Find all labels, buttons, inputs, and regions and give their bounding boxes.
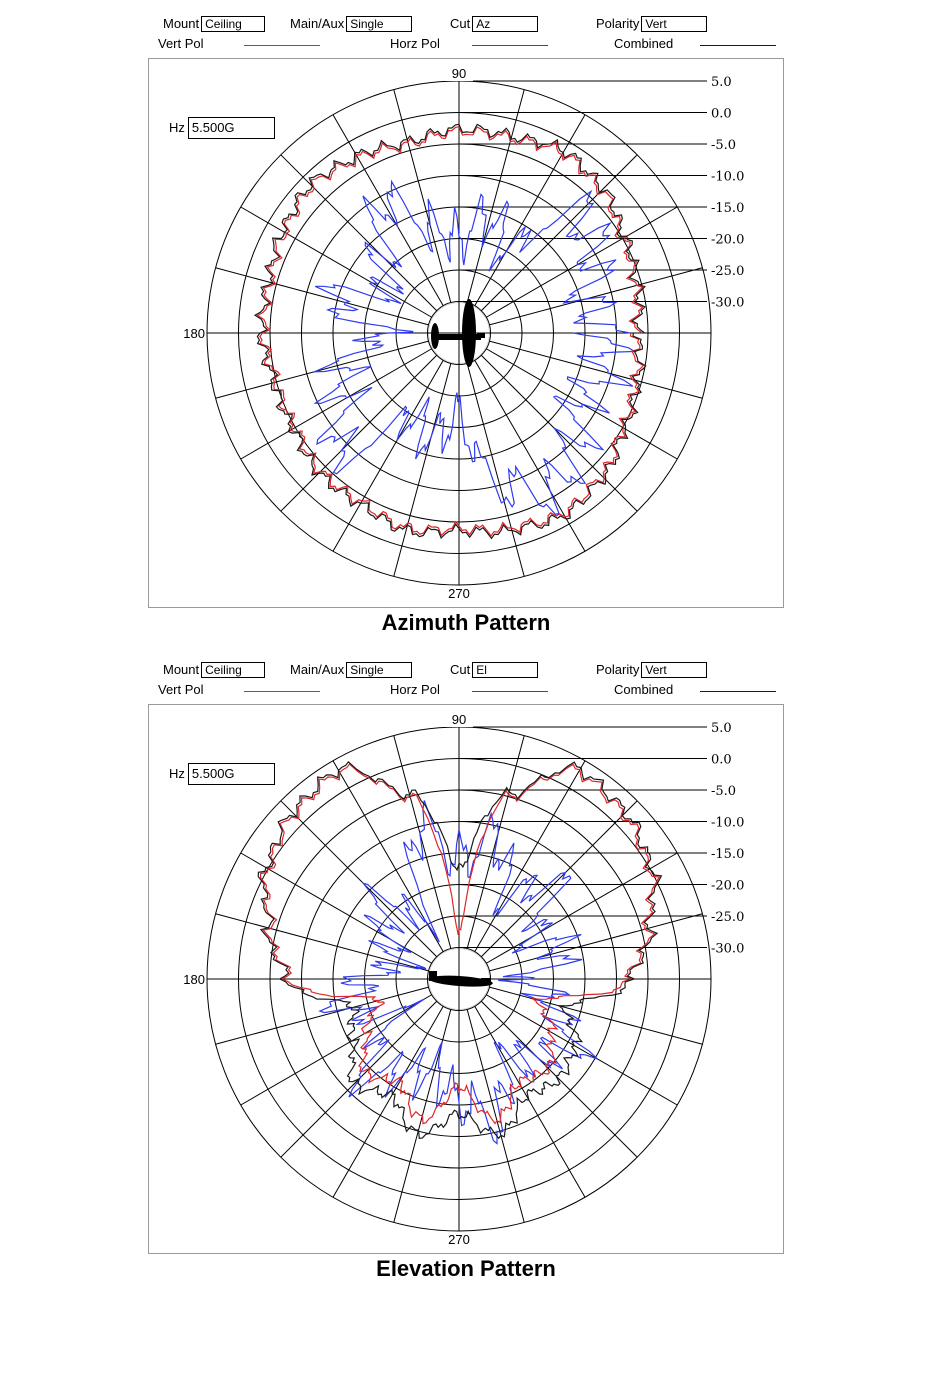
mainaux-field: Main/Aux Single [290,662,412,678]
grid-spoke [281,801,437,957]
radial-tick-label: 5.0 [711,721,732,736]
grid-spoke [489,268,702,325]
mainaux-value[interactable]: Single [346,662,412,678]
legend-combined-line [700,45,776,46]
hz-field: Hz 5.500G [169,763,275,785]
grid-spoke [394,736,451,949]
grid-spoke [489,341,702,398]
grid-spoke [467,1009,524,1222]
grid-spoke [481,355,637,511]
angle-label-90: 90 [451,66,467,81]
grid-spoke [489,987,702,1044]
grid-spoke [481,155,637,311]
grid-spoke [281,155,437,311]
legend-horz-label: Horz Pol [390,36,440,51]
grid-spoke [281,355,437,511]
grid-spoke [394,363,451,576]
azimuth-plot-area [148,58,784,608]
mount-field: Mount Ceiling [163,662,265,678]
radial-tick-label: -5.0 [711,784,737,799]
radial-tick-label: -15.0 [711,847,745,862]
grid-spoke [489,914,702,971]
radial-tick-label: -25.0 [711,264,745,279]
radial-tick-label: -30.0 [711,295,745,311]
azimuth-polar-chart [149,59,783,607]
radial-tick-label: -20.0 [711,232,745,248]
legend-horz-line [472,45,548,46]
angle-label-90: 90 [451,712,467,727]
radial-tick-label: -10.0 [711,815,745,831]
elevation-header [146,660,786,704]
grid-spoke [475,761,585,952]
grid-spoke [467,90,524,303]
grid-spoke [241,995,432,1105]
angle-label-270: 270 [448,1232,470,1247]
elevation-title: Elevation Pattern [376,1256,556,1281]
angle-label-270: 270 [448,586,470,601]
radial-tick-label: 0.0 [711,752,732,768]
radial-tick-label: -25.0 [711,910,745,925]
grid-spoke [486,853,677,963]
hz-field: Hz 5.500G [169,117,275,139]
mainaux-value[interactable]: Single [346,16,412,32]
elevation-polar-chart [149,705,783,1253]
grid-spoke [467,736,524,949]
series-vert-pol [261,764,660,1124]
grid-spoke [333,115,443,306]
mount-field: Mount Ceiling [163,16,265,32]
angle-label-180: 180 [183,326,205,341]
hz-value[interactable]: 5.500G [188,763,275,785]
grid-spoke [481,801,637,957]
grid-spoke [216,341,429,398]
angle-label-180: 180 [183,972,205,987]
grid-spoke [333,360,443,551]
legend-horz-line [472,691,548,692]
legend-combined-label: Combined [614,36,674,51]
radial-tick-label: 0.0 [711,106,732,122]
mainaux-field: Main/Aux Single [290,16,412,32]
legend-combined-label: Combined [614,682,674,697]
radial-tick-label: -10.0 [711,169,745,185]
legend-horz-label: Horz Pol [390,682,440,697]
azimuth-header [146,14,786,58]
polarity-value[interactable]: Vert [641,16,707,32]
series-combined [258,762,661,1139]
aircraft-icon [429,971,494,988]
radial-tick-label: -5.0 [711,138,737,153]
cut-field: Cut El [450,662,538,678]
cut-field: Cut Az [450,16,538,32]
grid-spoke [394,90,451,303]
legend-vert-line [244,691,320,692]
grid-spoke [216,268,429,325]
grid-spoke [216,987,429,1044]
polarity-value[interactable]: Vert [641,662,707,678]
cut-value[interactable]: El [472,662,538,678]
legend-vert-label: Vert Pol [158,36,204,51]
mount-value[interactable]: Ceiling [201,16,265,32]
radial-tick-label: -30.0 [711,941,745,957]
azimuth-panel [146,14,786,635]
radial-tick-label: -20.0 [711,878,745,894]
grid-spoke [486,207,677,317]
hz-value[interactable]: 5.500G [188,117,275,139]
legend-combined-line [700,691,776,692]
radial-tick-label: 5.0 [711,75,732,90]
legend-vert-line [244,45,320,46]
grid-spoke [475,1006,585,1197]
mount-value[interactable]: Ceiling [201,662,265,678]
legend-vert-label: Vert Pol [158,682,204,697]
polarity-field: Polarity Vert [596,662,707,678]
azimuth-title: Azimuth Pattern [381,610,551,635]
radial-tick-label: -15.0 [711,201,745,216]
grid-spoke [216,914,429,971]
elevation-panel [146,660,786,1281]
polarity-field: Polarity Vert [596,16,707,32]
elevation-plot-area [148,704,784,1254]
grid-spoke [333,1006,443,1197]
cut-value[interactable]: Az [472,16,538,32]
